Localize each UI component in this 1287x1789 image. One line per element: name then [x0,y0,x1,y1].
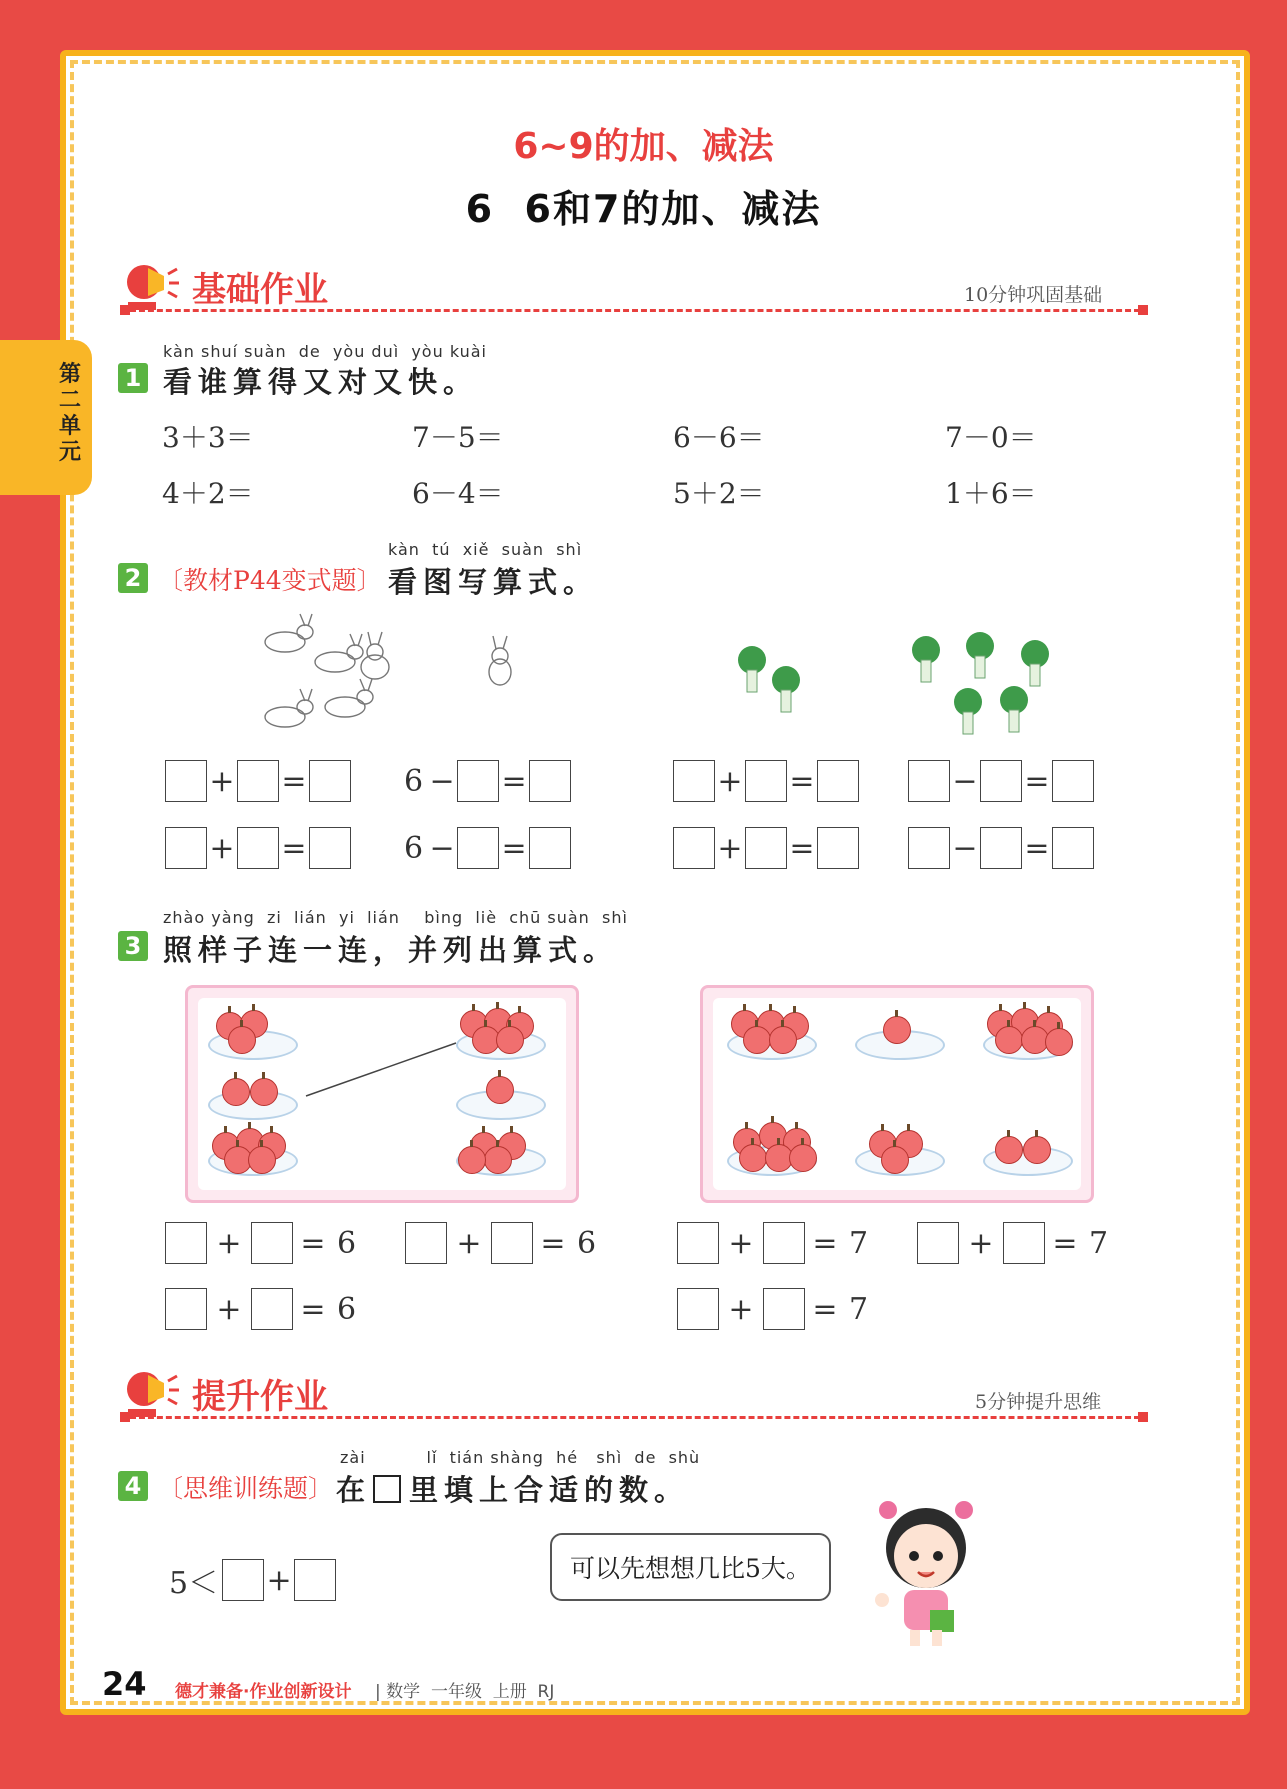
answer-box[interactable] [529,827,571,869]
book-info: | 数学 一年级 上册 RJ [375,1682,555,1702]
q1-problem: 7－5＝ [412,421,504,454]
q2-source-tag: 〔教材P44变式题〕 [158,566,382,595]
answer-box[interactable] [222,1559,264,1601]
answer-box[interactable] [457,760,499,802]
answer-box[interactable] [908,760,950,802]
section-basic-note: 10分钟巩固基础 [964,284,1103,306]
hint-speech-bubble: 可以先想想几比5大。 [550,1533,831,1601]
q3-number-badge: 3 [118,931,148,961]
section-advanced-label: 提升作业 [192,1377,328,1417]
cabbage-illustration [730,630,1070,744]
q1-problem: 6－4＝ [412,477,504,510]
apples-matching-a [185,985,579,1203]
answer-box[interactable] [405,1222,447,1264]
q1-problem: 7－0＝ [945,421,1037,454]
answer-box[interactable] [237,827,279,869]
answer-box[interactable] [673,760,715,802]
answer-box[interactable] [491,1222,533,1264]
line-end-left [120,305,130,315]
q3-prompt: 照样子连一连，并列出算式。 [163,933,619,967]
q1-problem: 3＋3＝ [162,421,254,454]
q3-equation-row: + = 7 [917,1222,1112,1264]
answer-box[interactable] [980,827,1022,869]
rabbits-illustration [250,612,530,746]
page-number: 24 [102,1665,147,1703]
q1-problem: 5＋2＝ [673,477,765,510]
blank-square-icon [373,1475,401,1503]
answer-box[interactable] [294,1559,336,1601]
minuend: 6 [404,763,424,799]
q1-problem: 6－6＝ [673,421,765,454]
q2-equation-row: 6 − = [400,827,571,869]
unit-tab [0,340,92,495]
apples-matching-b [700,985,1094,1203]
chapter-title: 6~9的加、减法 [513,126,774,167]
answer-box[interactable] [309,760,351,802]
answer-box[interactable] [745,760,787,802]
sum-value: 7 [1089,1225,1109,1261]
answer-box[interactable] [165,1222,207,1264]
q4-prompt-start: 在 [336,1473,372,1507]
answer-box[interactable] [1052,827,1094,869]
q1-number-badge: 1 [118,363,148,393]
q1-pinyin: kàn shuí suàn de yòu duì yòu kuài [163,342,487,361]
q2-equation-row: + = [165,760,351,802]
sum-value: 7 [849,1225,869,1261]
q4-source-tag: 〔思维训练题〕 [158,1474,334,1503]
q3-equation-row: + = 6 [165,1288,360,1330]
q1-problem: 1＋6＝ [945,477,1037,510]
sum-value: 6 [337,1225,357,1261]
answer-box[interactable] [251,1222,293,1264]
q4-prompt-end: 里填上合适的数。 [409,1473,690,1507]
q3-pinyin: zhào yàng zi lián yi lián bìng liè chū suàn shì [163,908,628,927]
q4-number-badge: 4 [118,1471,148,1501]
q2-pinyin: kàn tú xiě suàn shì [388,540,583,559]
q4-inequality: 5＜ + [165,1558,336,1602]
q2-equation-row: − = [908,760,1094,802]
q2-prompt: 看图写算式。 [388,565,599,599]
answer-box[interactable] [677,1288,719,1330]
section-advanced-divider [130,1416,1140,1419]
q2-equation-row: + = [673,827,859,869]
inequality-lhs: 5＜ [169,1566,219,1601]
girl-illustration [860,1490,990,1654]
q2-equation-row: + = [673,760,859,802]
q2-equation-row: 6 − = [400,760,571,802]
q2-equation-row: − = [908,827,1094,869]
answer-box[interactable] [237,760,279,802]
minuend: 6 [404,830,424,866]
answer-box[interactable] [763,1222,805,1264]
answer-box[interactable] [917,1222,959,1264]
q2-number-badge: 2 [118,563,148,593]
answer-box[interactable] [251,1288,293,1330]
q4-pinyin: zài lǐ tián shàng hé shì de shù [340,1448,701,1467]
answer-box[interactable] [817,827,859,869]
section-basic-divider [130,309,1140,312]
answer-box[interactable] [817,760,859,802]
line-end-left [120,1412,130,1422]
answer-box[interactable] [165,760,207,802]
q3-equation-row: + = 7 [677,1222,872,1264]
q1-problem: 4＋2＝ [162,477,254,510]
answer-box[interactable] [677,1222,719,1264]
answer-box[interactable] [309,827,351,869]
sum-value: 6 [577,1225,597,1261]
line-end-right [1138,1412,1148,1422]
book-series: 德才兼备·作业创新设计 [175,1682,352,1702]
sum-value: 7 [849,1291,869,1327]
answer-box[interactable] [165,1288,207,1330]
q1-prompt: 看谁算得又对又快。 [163,365,479,399]
section-advanced-note: 5分钟提升思维 [975,1391,1102,1413]
q4-prompt [336,1468,689,1509]
answer-box[interactable] [1052,760,1094,802]
answer-box[interactable] [529,760,571,802]
q2-equation-row: + = [165,827,351,869]
answer-box[interactable] [763,1288,805,1330]
q3-equation-row: + = 6 [165,1222,360,1264]
answer-box[interactable] [980,760,1022,802]
answer-box[interactable] [908,827,950,869]
sum-value: 6 [337,1291,357,1327]
q3-equation-row: + = 7 [677,1288,872,1330]
answer-box[interactable] [745,827,787,869]
line-end-right [1138,305,1148,315]
answer-box[interactable] [673,827,715,869]
answer-box[interactable] [165,827,207,869]
answer-box[interactable] [457,827,499,869]
lesson-title: 6 6和7的加、减法 [465,187,822,231]
q3-equation-row: + = 6 [405,1222,600,1264]
unit-tab-label: 第二单元 [58,362,81,465]
answer-box[interactable] [1003,1222,1045,1264]
section-basic-label: 基础作业 [192,270,328,310]
